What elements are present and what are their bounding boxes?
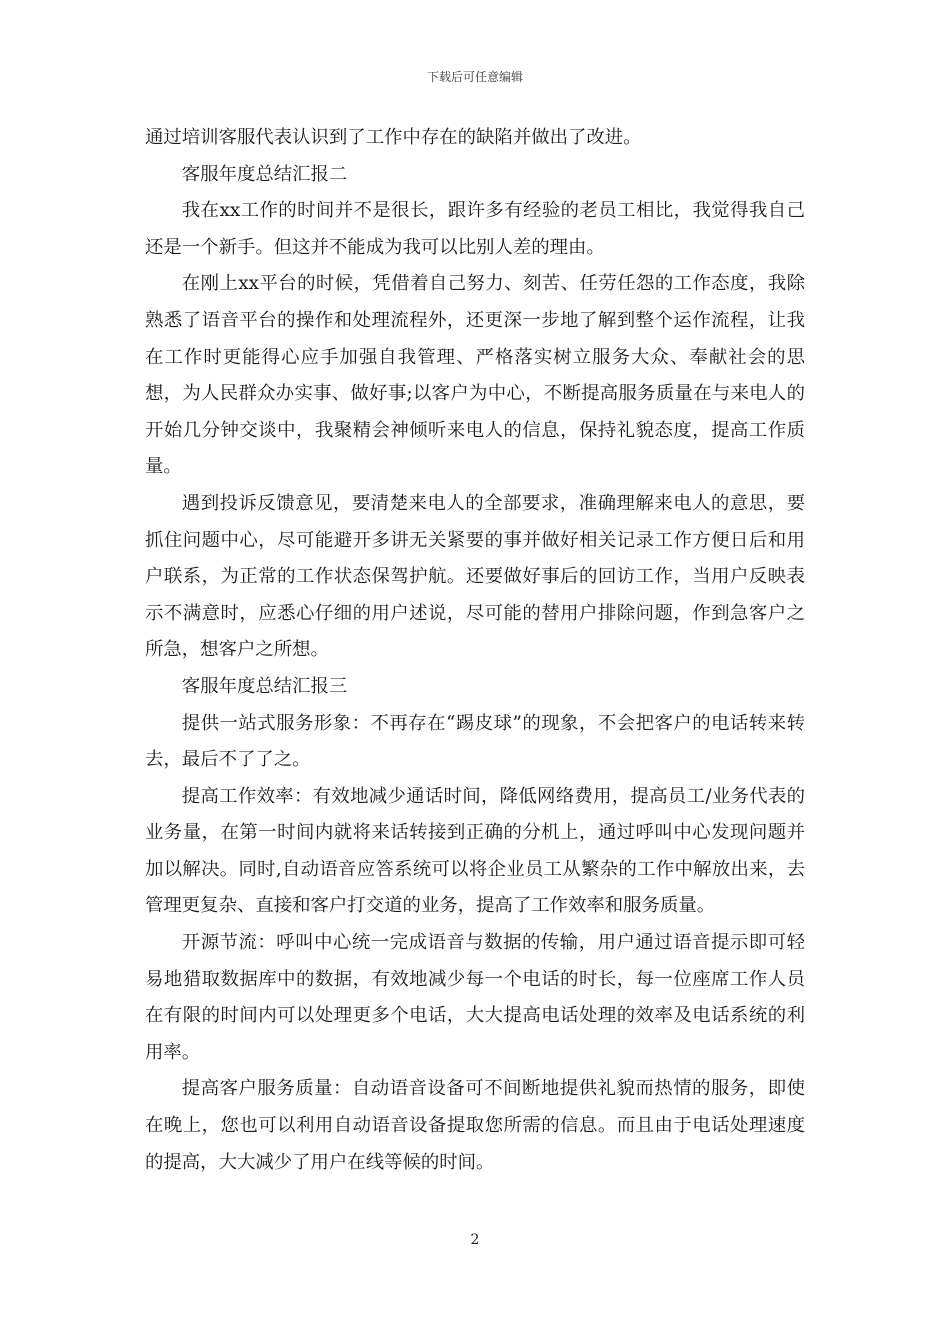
- paragraph: 提供一站式服务形象：不再存在“踢皮球”的现象，不会把客户的电话转来转去，最后不了了之。: [145, 712, 805, 771]
- document-body: [145, 120, 805, 1181]
- paragraph: 提高客户服务质量：自动语音设备可不间断地提供礼貌而热情的服务，即使在晚上，您也可以利用自动语音设备提取您所需的信息。而且由于电话处理速度的提高，大大减少了用户在线等候的时间。: [145, 1078, 805, 1173]
- paragraph: 开源节流：呼叫中心统一完成语音与数据的传输，用户通过语音提示即可轻易地猎取数据库中的数据，有效地减少每一个电话的时长，每一位座席工作人员在有限的时间内可以处理更多个电话，大大提高电话处理的效率及电话系统的利用率。: [145, 932, 805, 1063]
- section-heading-3: 客服年度总结汇报三: [181, 675, 348, 697]
- paragraph: 遇到投诉反馈意见，要清楚来电人的全部要求，准确理解来电人的意思，要抓住问题中心，尽可能避开多讲无关紧要的事并做好相关记录工作方便日后和用户联系，为正常的工作状态保驾护航。还要做好事后的回访工作，当用户反映表示不满意时，应悉心仔细的用户述说，尽可能的替用户排除问题，作到急客户之所急，想客户之所想。: [145, 492, 805, 661]
- paragraph: 我在xx工作的时间并不是很长，跟许多有经验的老员工相比，我觉得我自己还是一个新手。但这并不能成为我可以比别人差的理由。: [145, 200, 805, 258]
- section-heading-2: 客服年度总结汇报二: [181, 163, 348, 185]
- page-header: 下载后可任意编辑: [426, 70, 523, 84]
- paragraph-continuation: 通过培训客服代表认识到了工作中存在的缺陷并做出了改进。: [145, 127, 642, 148]
- paragraph: 提高工作效率：有效地减少通话时间，降低网络费用，提高员工/业务代表的业务量，在第一时间内就将来话转接到正确的分机上，通过呼叫中心发现问题并加以解决。同时,自动语音应答系统可以将企业员工从繁杂的工作中解放出来，去管理更复杂、直接和客户打交道的业务，提高了工作效率和服务质量。: [145, 785, 805, 917]
- paragraph: 在刚上xx平台的时候，凭借着自己努力、刻苦、任劳任怨的工作态度，我除熟悉了语音平台的操作和处理流程外，还更深一步地了解到整个运作流程，让我在工作时更能得心应手加强自我管理、严格落实树立服务大众、奉献社会的思想，为人民群众办实事、做好事;以客户为中心，不断提高服务质量在与来电人的开始几分钟交谈中，我聚精会神倾听来电人的信息，保持礼貌态度，提高工作质量。: [145, 273, 805, 478]
- page-number: 2: [470, 1232, 480, 1248]
